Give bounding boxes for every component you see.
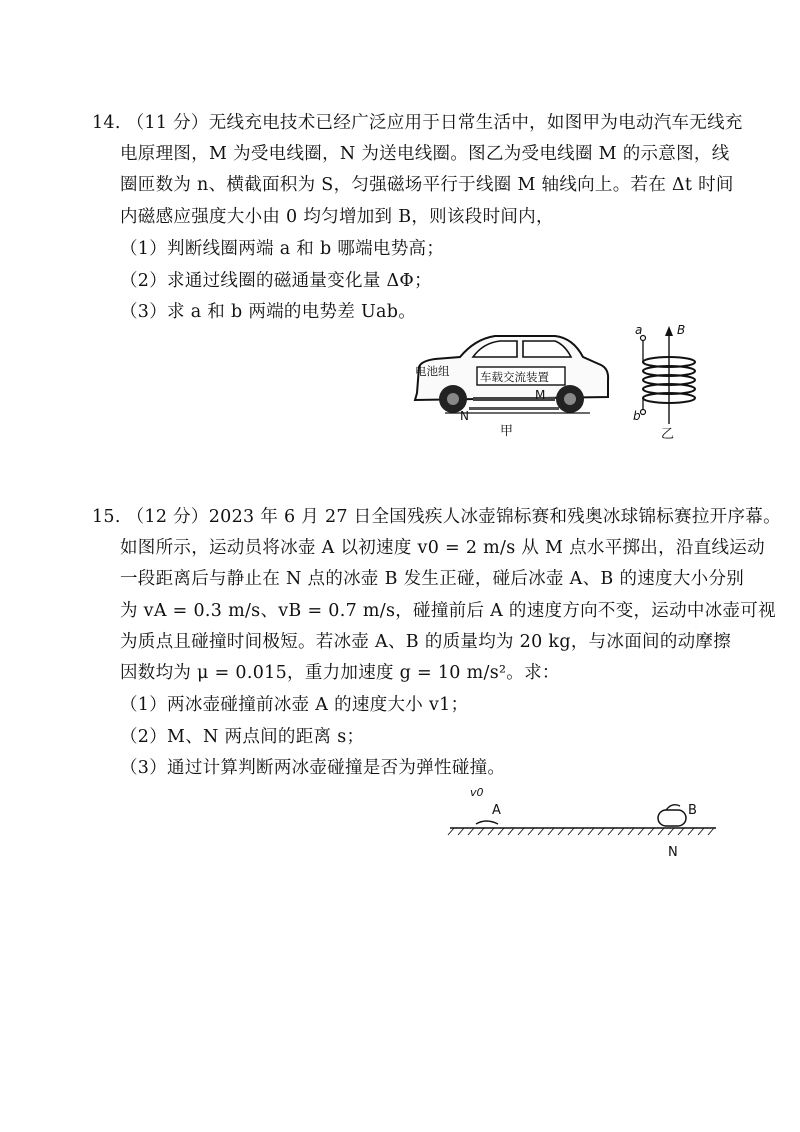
caption-jia: 甲: [500, 424, 514, 439]
q14-subq-3: （3）求 a 和 b 两端的电势差 Uab。: [120, 302, 417, 322]
q15-line-5: 为质点且碰撞时间极短。若冰壶 A、B 的质量均为 20 kg，与冰面间的动摩擦: [120, 632, 732, 652]
label-b: b: [633, 409, 641, 423]
label-N: N: [460, 409, 469, 423]
q14-line-3: 圈匝数为 n、横截面积为 S，匀强磁场平行于线圈 M 轴线向上。若在 Δt 时间: [120, 175, 734, 195]
q14-subq-2: （2）求通过线圈的磁通量变化量 ΔΦ；: [120, 271, 432, 291]
stone-B: [658, 810, 686, 826]
q15-line-4: 为 vA = 0.3 m/s、vB = 0.7 m/s，碰撞前后 A 的速度方向不变，运动中冰壶可视: [120, 601, 776, 621]
device-label: 车载交流装置: [480, 370, 549, 384]
figure-curling: [440, 784, 720, 864]
q15-subq-2: （2）M、N 两点间的距离 s；: [120, 727, 365, 747]
q15-line-6: 因数均为 μ = 0.015，重力加速度 g = 10 m/s²。求：: [120, 663, 560, 683]
field-arrow-icon: [665, 326, 673, 336]
label-B: B: [677, 323, 686, 337]
label-v0: v0: [470, 786, 484, 799]
figure-car-jia: [405, 325, 615, 444]
terminal-b: [641, 410, 646, 415]
sending-coil-N: [469, 407, 559, 410]
label-M: M: [535, 388, 546, 402]
q14-line-2: 电原理图，M 为受电线圈，N 为送电线圈。图乙为受电线圈 M 的示意图，线: [120, 144, 730, 164]
q15-subq-1: （1）两冰壶碰撞前冰壶 A 的速度大小 v1；: [120, 695, 469, 715]
figure-coil-yi: [625, 322, 700, 444]
q14-subq-1: （1）判断线圈两端 a 和 b 哪端电势高；: [120, 239, 445, 259]
battery-label: 电池组: [415, 364, 450, 378]
label-B: B: [688, 803, 697, 818]
q15-line-2: 如图所示，运动员将冰壶 A 以初速度 v0 = 2 m/s 从 M 点水平掷出，沿直线运动: [120, 538, 765, 558]
caption-yi: 乙: [661, 427, 675, 440]
label-a: a: [635, 323, 643, 337]
q15-line-3: 一段距离后与静止在 N 点的冰壶 B 发生正碰，碰后冰壶 A、B 的速度大小分别: [120, 569, 745, 589]
label-N: N: [668, 845, 678, 860]
label-A: A: [492, 803, 501, 818]
q15-line-1: 15. （12 分）2023 年 6 月 27 日全国残疾人冰壶锦标赛和残奥冰球锦标赛拉开序幕。: [92, 507, 781, 527]
q14-line-4: 内磁感应强度大小由 0 均匀增加到 B，则该段时间内，: [120, 207, 554, 227]
q14-line-1: 14. （11 分）无线充电技术已经广泛应用于日常生活中，如图甲为电动汽车无线充: [92, 113, 743, 133]
q15-subq-3: （3）通过计算判断两冰壶碰撞是否为弹性碰撞。: [120, 758, 506, 778]
stone-A: [476, 821, 498, 824]
